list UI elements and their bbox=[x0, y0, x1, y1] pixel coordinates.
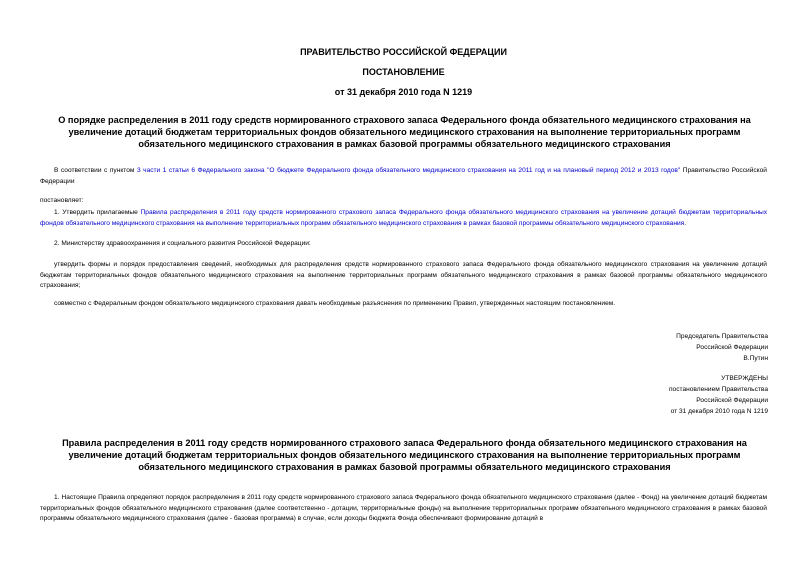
preamble-text-start: В соответствии с пунктом bbox=[54, 167, 137, 174]
decree-item-2: 2. Министерству здравоохранения и социального развития Российской Федерации: bbox=[54, 240, 311, 247]
signature-block bbox=[568, 331, 768, 364]
decree-item-1-end: . bbox=[684, 219, 687, 227]
document-title: О порядке распределения в 2011 году средств нормированного страхового запаса Федерального фонда обязательного медицинского страхования на увеличение дотаций бюджетам территориальных фондов обязательного медицинского страхования на выполнение территориальных программ обязательного медицинского страхования в рамках базовой программы обязательного медицинского страхования bbox=[58, 115, 751, 149]
document-type-heading: ПОСТАНОВЛЕНИЕ bbox=[362, 67, 445, 77]
signature-position: Председатель Правительства bbox=[676, 333, 768, 340]
preamble-text-end: Правительство Российской Федерации bbox=[40, 167, 767, 185]
document-date: от 31 декабря 2010 года N 1219 bbox=[334, 87, 473, 97]
preamble-paragraph bbox=[40, 166, 767, 187]
approval-date: от 31 декабря 2010 года N 1219 bbox=[670, 408, 768, 415]
decree-item-1-start: 1. Утвердить прилагаемые bbox=[54, 209, 141, 216]
cooperation-paragraph: совместно с Федеральным фондом обязательного медицинского страхования давать необходимые разъяснения по применению Правил, утвержденных настоящим постановлением. bbox=[54, 300, 616, 307]
rules-paragraph-1: 1. Настоящие Правила определяют порядок распределения в 2011 году средств нормированного страхового запаса Федерального фонда обязательного медицинского страхования (далее - Фонд) на увеличение дотаций бюджетам территориальных фондов обязательного медицинского страхования (далее соответственно - дотации, территориальные фонды) на выполнение территориальных программ обязательного медицинского страхования в рамках базовой программы обязательного медицинского страхования (далее - базовая программа) в случае, если доходы бюджета Фонда обеспечивают формирование дотаций в bbox=[40, 494, 767, 523]
signature-name: В.Путин bbox=[743, 355, 768, 362]
approval-by: постановлением Правительства bbox=[668, 386, 768, 393]
decree-item-1 bbox=[40, 208, 767, 229]
decrees-label: постановляет: bbox=[40, 197, 84, 204]
signature-organization: Российской Федерации bbox=[696, 344, 768, 351]
approval-label: УТВЕРЖДЕНЫ bbox=[721, 375, 768, 382]
federal-law-link[interactable]: 3 части 1 статьи 6 Федерального закона "О бюджете Федерального фонда обязательного медицинского страхования на 2011 год и на плановый период 2012 и 2013 годов" bbox=[136, 167, 681, 174]
approval-block bbox=[568, 373, 768, 417]
approval-organization: Российской Федерации bbox=[696, 397, 768, 404]
rules-link[interactable]: Правила распределения в 2011 году средств нормированного страхового запаса Федерального фонда обязательного медицинского страхования на увеличение дотаций бюджетам территориальных фондов обязательного медицинского страхования на выполнение территориальных программ обязательного медицинского страхования в рамках базовой программы обязательного медицинского страхования bbox=[40, 209, 767, 227]
government-heading: ПРАВИТЕЛЬСТВО РОССИЙСКОЙ ФЕДЕРАЦИИ bbox=[300, 47, 507, 57]
rules-title: Правила распределения в 2011 году средств нормированного страхового запаса Федерального фонда обязательного медицинского страхования на увеличение дотаций бюджетам территориальных фондов обязательного медицинского страхования на выполнение территориальных программ обязательного медицинского страхования в рамках базовой программы обязательного медицинского страхования bbox=[62, 438, 747, 472]
approve-forms-paragraph: утвердить формы и порядок предоставления сведений, необходимых для распределения средств нормированного страхового запаса Федерального фонда обязательного медицинского страхования на увеличение дотаций бюджетам территориальных фондов обязательного медицинского страхования на выполнение территориальных программ обязательного медицинского страхования в рамках базовой программы обязательного медицинского страхования; bbox=[40, 261, 767, 290]
